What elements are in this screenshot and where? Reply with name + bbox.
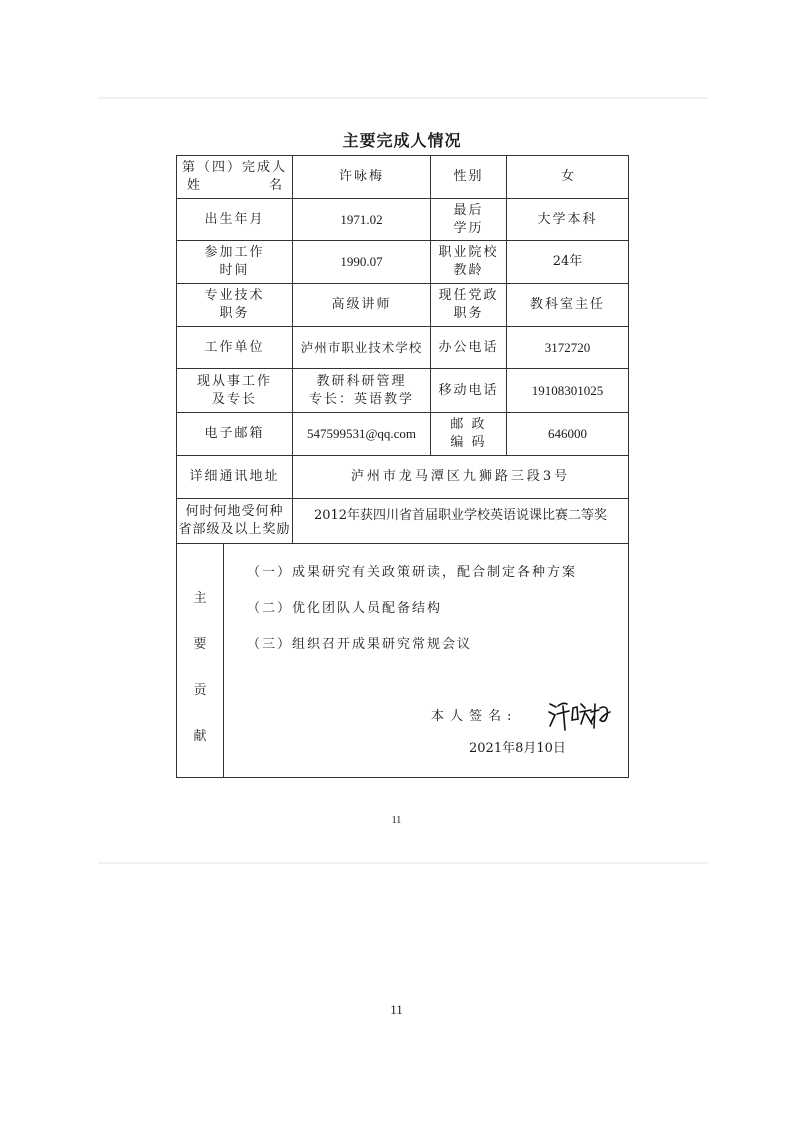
mobile-label: 移动电话: [431, 369, 507, 413]
gender-label: 性别: [431, 156, 507, 199]
table-row: [177, 199, 629, 241]
work-start-value: 1990.07: [293, 241, 431, 284]
position-value: 教科室主任: [507, 284, 629, 327]
name-label: 第（四）完成人 姓 名: [177, 156, 293, 199]
handwritten-signature: [547, 694, 613, 738]
form-title: 主要完成人情况: [342, 131, 462, 150]
employer-label: 工作单位: [177, 327, 293, 369]
mobile-value: 19108301025: [507, 369, 629, 413]
table-row: [177, 499, 629, 544]
postcode-label: 邮 政 编 码: [431, 413, 507, 456]
address-label: 详细通讯地址: [177, 456, 293, 499]
signature-label: 本人签名:: [431, 709, 518, 724]
office-phone-label: 办公电话: [431, 327, 507, 369]
table-row: [177, 413, 629, 456]
table-row: [177, 327, 629, 369]
table-row: [177, 241, 629, 284]
table-row: [177, 284, 629, 327]
contribution-item: （二）优化团队人员配备结构: [247, 601, 443, 616]
specialty-label: 现从事工作 及专长: [177, 369, 293, 413]
birth-label: 出生年月: [177, 199, 293, 241]
postcode-value: 646000: [507, 413, 629, 456]
table-row: [177, 456, 629, 499]
address-value: 泸州市龙马潭区九狮路三段3号: [293, 456, 629, 499]
work-start-label: 参加工作 时间: [177, 241, 293, 284]
info-table: [176, 155, 629, 778]
title-value: 高级讲师: [293, 284, 431, 327]
page-separator-bottom: [98, 862, 708, 864]
contribution-cell: [177, 544, 629, 778]
birth-value: 1971.02: [293, 199, 431, 241]
title-label: 专业技术 职务: [177, 284, 293, 327]
contribution-item: （一）成果研究有关政策研读，配合制定各种方案: [247, 565, 578, 580]
contribution-item: （三）组织召开成果研究常规会议: [247, 637, 473, 652]
table-row: [177, 544, 629, 778]
email-value: 547599531@qq.com: [293, 413, 431, 456]
award-value: 2012年获四川省首届职业学校英语说课比赛二等奖: [293, 499, 629, 544]
education-value: 大学本科: [507, 199, 629, 241]
page-separator-top: [98, 97, 708, 99]
teaching-years-label: 职业院校 教龄: [431, 241, 507, 284]
office-phone-value: 3172720: [507, 327, 629, 369]
signature-date: 2021年8月10日: [469, 741, 566, 756]
page-number-large: 11: [390, 1002, 403, 1017]
table-row: [177, 369, 629, 413]
contribution-label-column: 主 要 贡 献: [177, 544, 224, 777]
education-label: 最后 学历: [431, 199, 507, 241]
award-label: 何时何地受何种 省部级及以上奖励: [177, 499, 293, 544]
name-value: 许咏梅: [293, 156, 431, 199]
teaching-years-value: 24年: [507, 241, 629, 284]
table-row: [177, 156, 629, 199]
page-number-small: 11: [391, 815, 402, 826]
employer-value: 泸州市职业技术学校: [293, 327, 431, 369]
specialty-value: 教研科研管理 专长：英语教学: [293, 369, 431, 413]
email-label: 电子邮箱: [177, 413, 293, 456]
position-label: 现任党政 职务: [431, 284, 507, 327]
gender-value: 女: [507, 156, 629, 199]
